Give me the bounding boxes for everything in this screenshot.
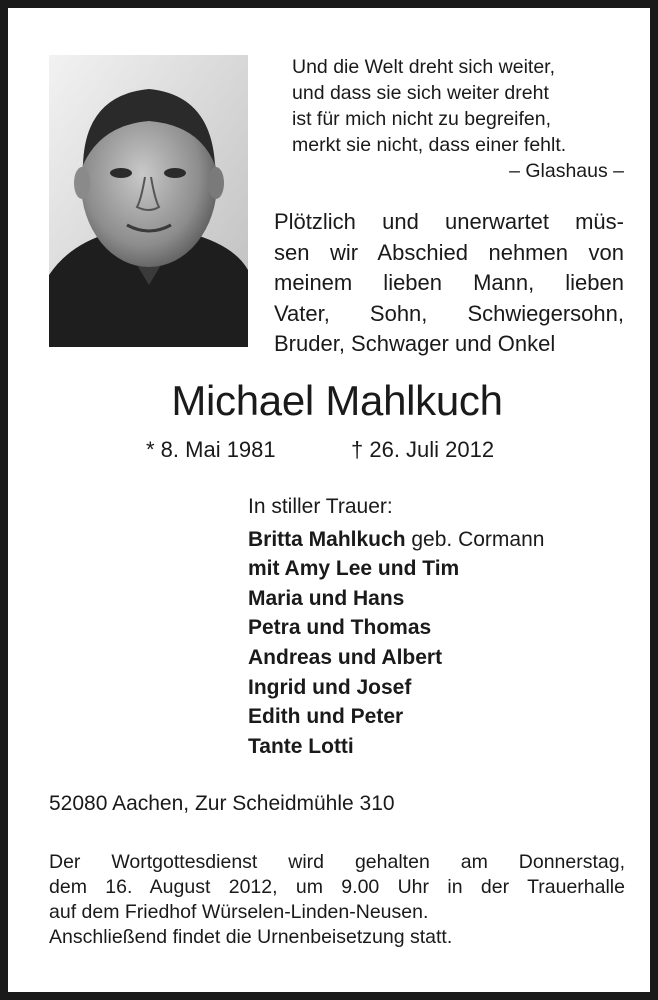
quote-line: ist für mich nicht zu begreifen,	[292, 108, 552, 130]
mourner-row: Andreas und Albert	[248, 645, 443, 669]
quote-line: und dass sie sich weiter dreht	[292, 82, 549, 104]
service-line: Anschließend findet die Urnenbeisetzung statt.	[49, 926, 453, 948]
poem-quote	[276, 54, 626, 184]
mourner-row: Ingrid und Josef	[248, 675, 412, 699]
family-address: 52080 Aachen, Zur Scheidmühle 310	[49, 792, 395, 815]
intro-line: sen wir Abschied nehmen von	[274, 239, 624, 265]
mourner-row	[248, 525, 638, 555]
mourner-row: Petra und Thomas	[248, 616, 432, 640]
quote-line: merkt sie nicht, dass einer fehlt.	[292, 134, 567, 156]
portrait-photo	[49, 55, 248, 347]
quote-source: – Glashaus –	[509, 160, 624, 182]
intro-line: Bruder, Schwager und Onkel	[274, 331, 556, 356]
intro-text	[274, 207, 624, 360]
mourner-row: mit Amy Lee und Tim	[248, 557, 460, 581]
mourners-list	[248, 492, 638, 761]
intro-line: Plötzlich und unerwartet müs-	[274, 209, 624, 234]
mourner-name: Britta Mahlkuch	[248, 527, 406, 551]
mourner-row: Edith und Peter	[248, 705, 404, 729]
quote-line: Und die Welt dreht sich weiter,	[292, 56, 556, 78]
mourner-row: Maria und Hans	[248, 586, 405, 610]
service-line: dem 16. August 2012, um 9.00 Uhr in der Trauerhalle	[49, 876, 625, 898]
death-date: † 26. Juli 2012	[351, 437, 495, 462]
service-info	[49, 850, 625, 950]
birth-date: * 8. Mai 1981	[146, 437, 276, 462]
mourners-heading: In stiller Trauer:	[248, 495, 393, 518]
mourner-maiden-name: geb. Cormann	[405, 527, 545, 551]
intro-line: meinem lieben Mann, lieben	[274, 270, 624, 295]
service-line: Der Wortgottesdienst wird gehalten am Donnerstag,	[49, 851, 625, 873]
deceased-name: Michael Mahlkuch	[171, 377, 503, 424]
mourner-row: Tante Lotti	[248, 734, 354, 758]
service-line: auf dem Friedhof Würselen-Linden-Neusen.	[49, 901, 429, 923]
intro-line: Vater, Sohn, Schwiegersohn,	[274, 300, 624, 326]
